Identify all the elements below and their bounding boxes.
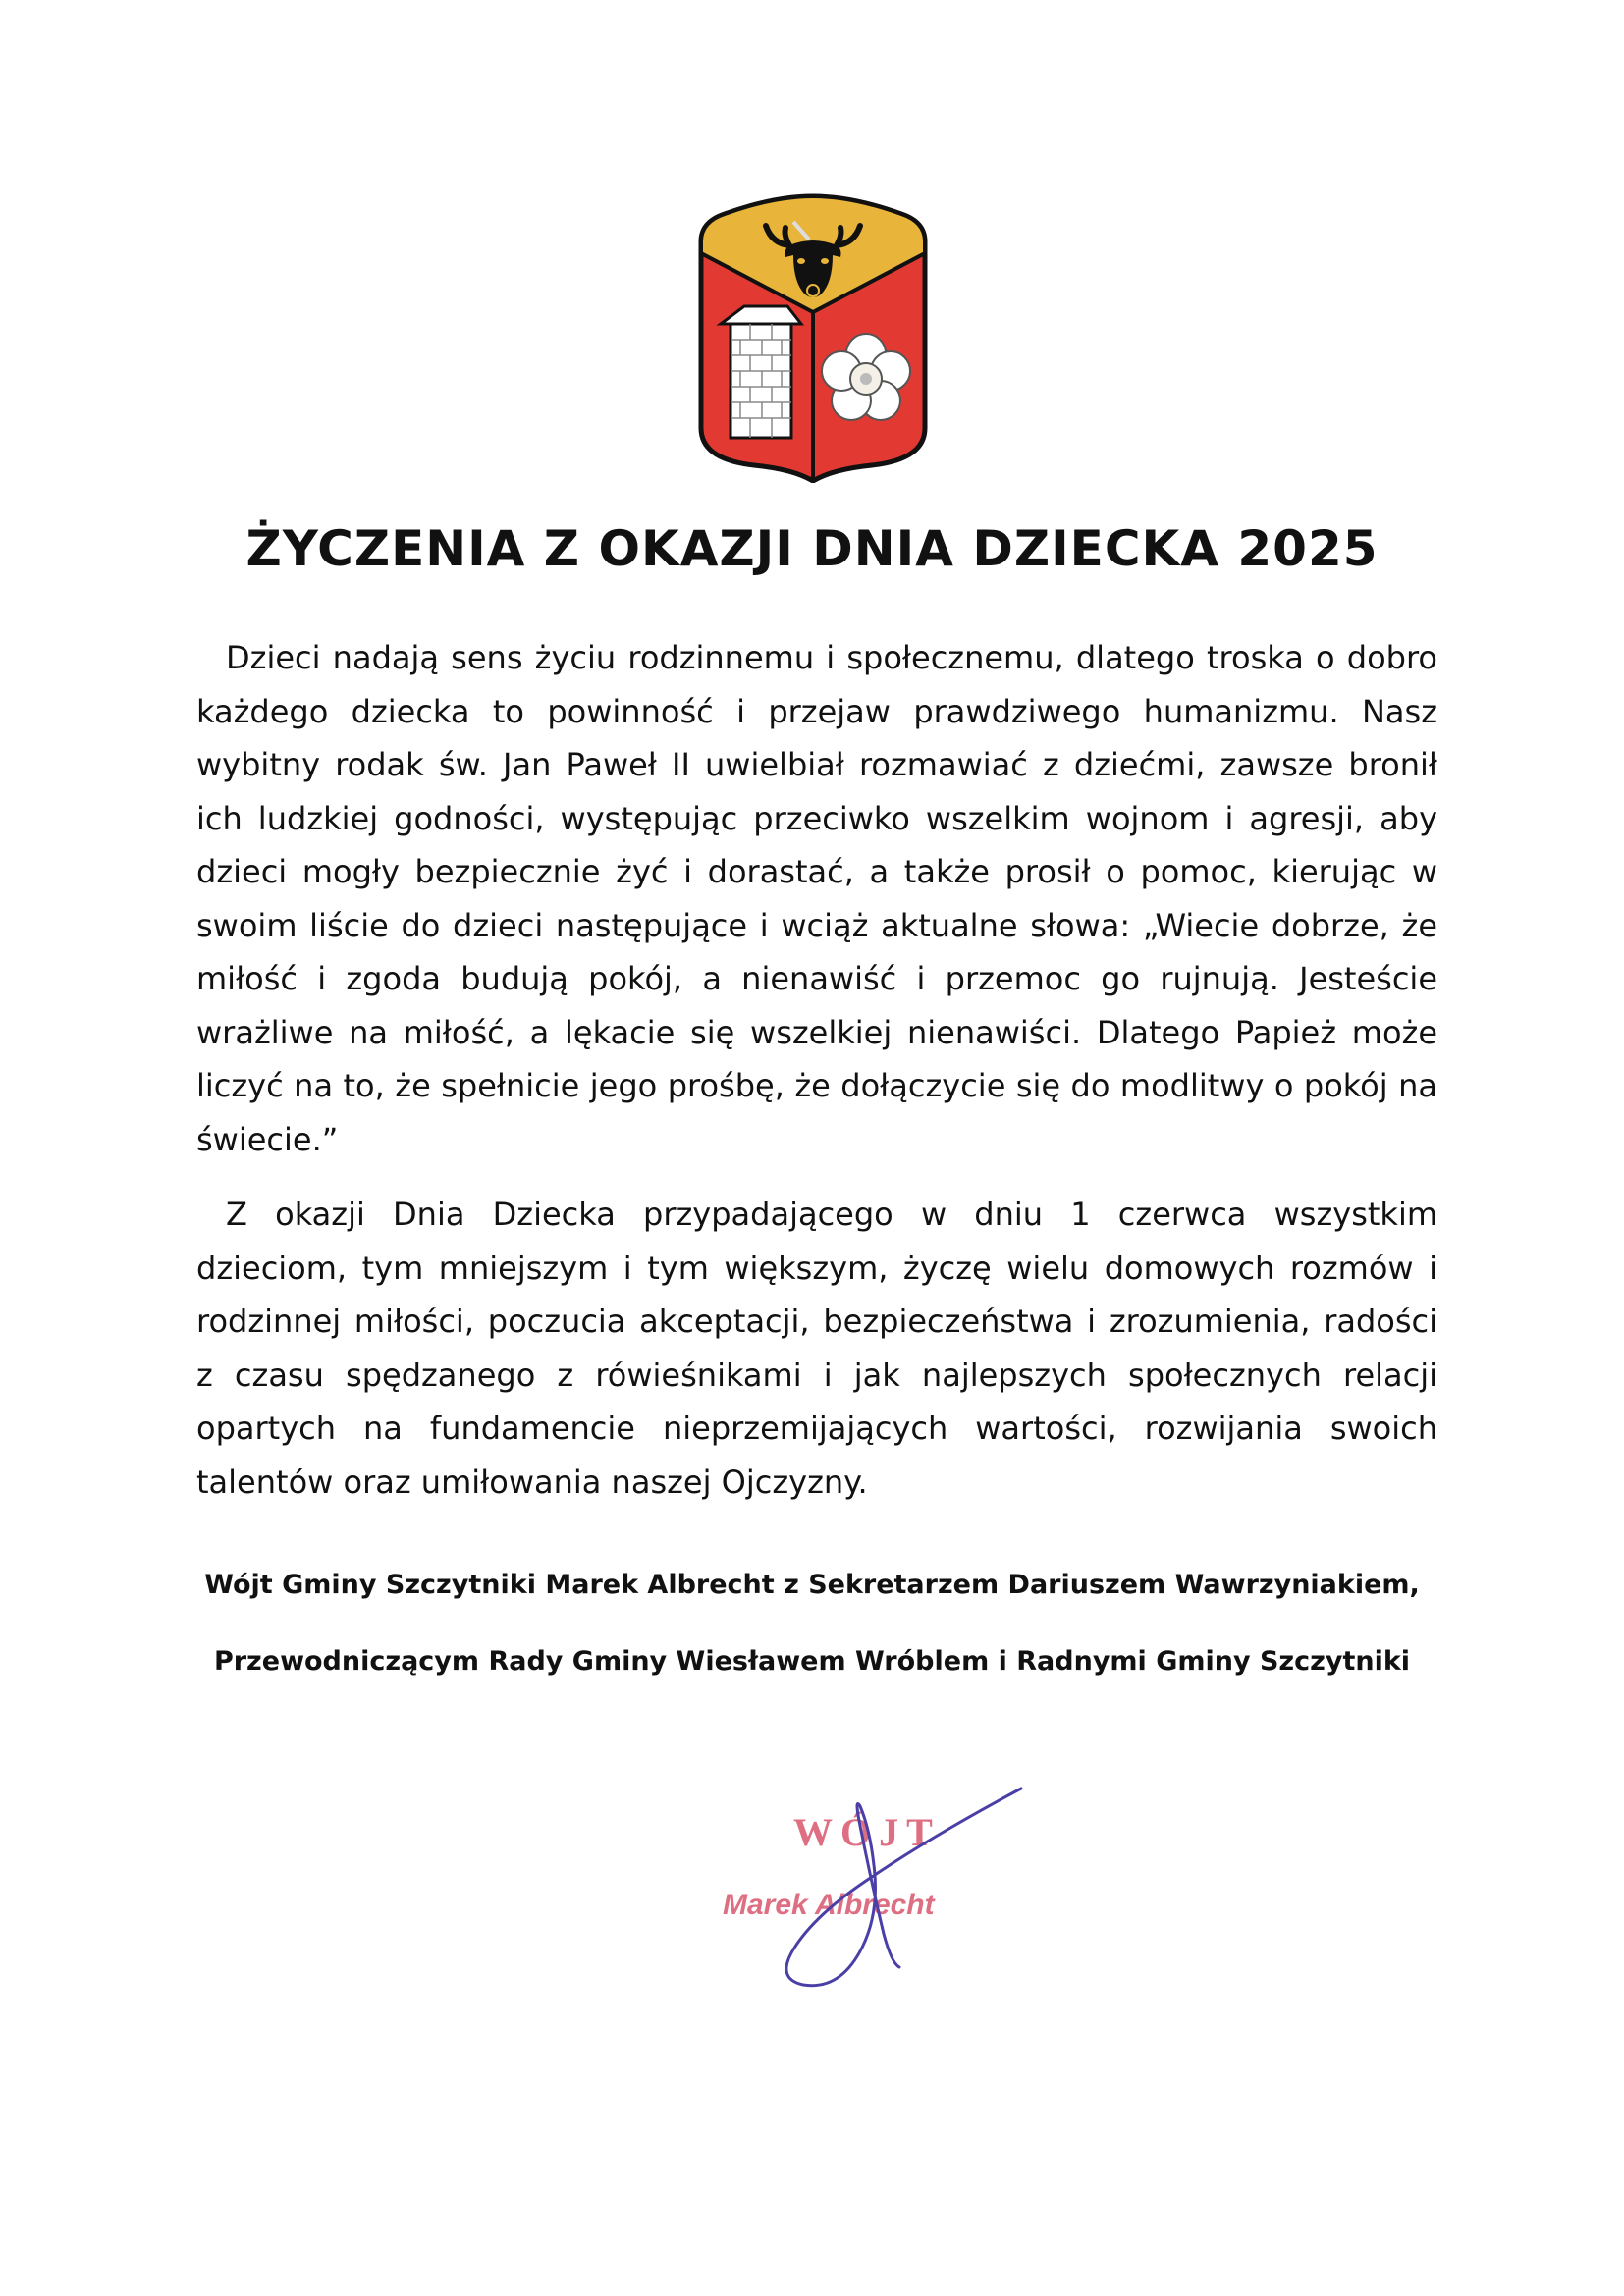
signature-stamp-icon bbox=[707, 1767, 1041, 2002]
signatory-line: Przewodniczącym Rady Gminy Wiesławem Wróblem i Radnymi Gminy Szczytniki bbox=[213, 1646, 1411, 1677]
coat-of-arms-icon bbox=[695, 192, 931, 483]
signatories bbox=[0, 1569, 1624, 1679]
tower-icon bbox=[721, 306, 801, 438]
coat-of-arms bbox=[695, 192, 931, 483]
paragraph: Dzieci nadają sens życiu rodzinnemu i społecznemu, dlatego troska o dobro każdego dziecka to powinność i przejaw prawdziwego humanizmu. Nasz wybitny rodak św. Jan Paweł II uwielbiał rozmawiać z dziećmi, zawsze bronił ich ludzkiej godności, występując przeciwko wszelkim wojnom i agresji, aby dzieci mogły bezpiecznie żyć i dorastać, a także prosił o pomoc, kierując w swoim liście do dzieci następujące i wciąż aktualne słowa: „Wiecie dobrze, że miłość i zgoda budują pokój, a nienawiść i przemoc go rujnują. Jesteście wrażliwe na miłość, a lękacie się wszelkiej nienawiści. Dlatego Papież może liczyć na to, że spełnicie jego prośbę, że dołączycie się do modlitwy o pokój na świecie.” bbox=[196, 639, 1437, 1158]
official-stamp bbox=[707, 1767, 1041, 2002]
stamp-office-text: WÓJT bbox=[793, 1810, 941, 1854]
stamp-name-text: Marek Albrecht bbox=[723, 1889, 935, 1921]
signatory-line: Wójt Gminy Szczytniki Marek Albrecht z Sekretarzem Dariuszem Wawrzyniakiem, bbox=[204, 1570, 1420, 1600]
page-title: ŻYCZENIA Z OKAZJI DNIA DZIECKA 2025 bbox=[245, 520, 1379, 577]
letter-body bbox=[196, 631, 1437, 1509]
paragraph: Z okazji Dnia Dziecka przypadającego w dniu 1 czerwca wszystkim dzieciom, tym mniejszym i tym większym, życzę wielu domowych rozmów i rodzinnej miłości, poczucia akceptacji, bezpieczeństwa i zrozumienia, radości z czasu spędzanego z rówieśnikami i jak najlepszych społecznych relacji opartych na fundamencie nieprzemijających wartości, rozwijania swoich talentów oraz umiłowania naszej Ojczyzny. bbox=[196, 1196, 1437, 1501]
